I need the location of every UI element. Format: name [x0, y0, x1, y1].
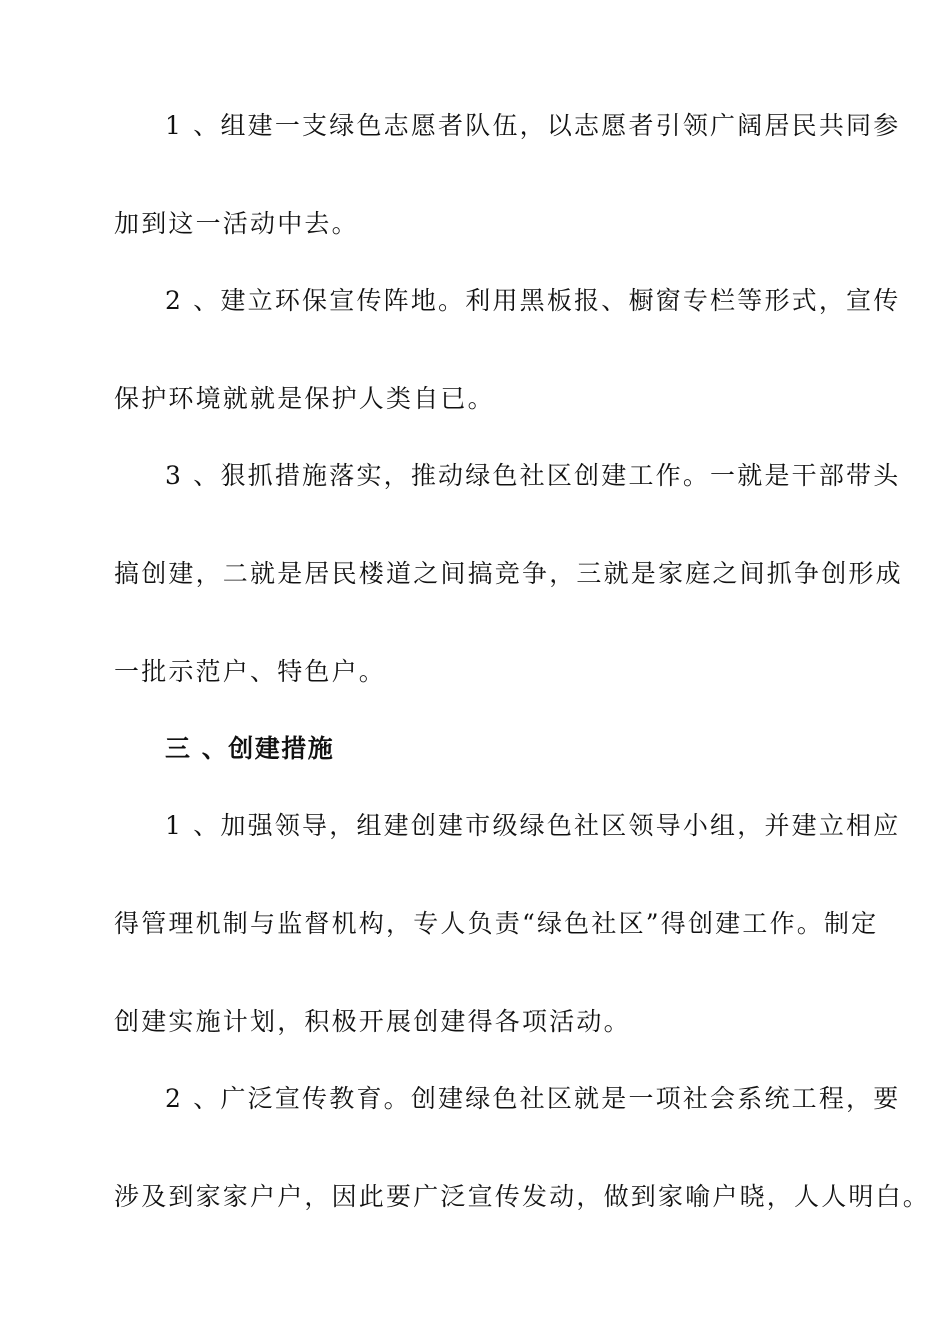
- paragraph-line-12: 涉及到家家户户，因此要广泛宣传发动，做到家喻户晓，人人明白。: [114, 1182, 931, 1211]
- paragraph-line-2: 加到这一活动中去。: [114, 209, 359, 238]
- paragraph-line-6: 搞创建，二就是居民楼道之间搞竞争，三就是家庭之间抓争创形成: [114, 559, 903, 588]
- paragraph-line-1: 1 、组建一支绿色志愿者队伍，以志愿者引领广阔居民共同参: [165, 111, 901, 140]
- paragraph-line-3: 2 、建立环保宣传阵地。利用黑板报、橱窗专栏等形式，宣传: [165, 286, 901, 315]
- paragraph-line-4: 保护环境就就是保护人类自已。: [114, 384, 495, 413]
- paragraph-line-11: 2 、广泛宣传教育。创建绿色社区就是一项社会系统工程，要: [165, 1084, 901, 1113]
- paragraph-line-5: 3 、狠抓措施落实，推动绿色社区创建工作。一就是干部带头: [165, 461, 901, 490]
- section-heading: 三 、创建措施: [165, 734, 335, 763]
- paragraph-line-10: 创建实施计划，积极开展创建得各项活动。: [114, 1007, 631, 1036]
- paragraph-line-8: 1 、加强领导，组建创建市级绿色社区领导小组，并建立相应: [165, 811, 901, 840]
- paragraph-line-7: 一批示范户、特色户。: [114, 657, 387, 686]
- paragraph-line-9: 得管理机制与监督机构，专人负责“绿色社区”得创建工作。制定: [114, 909, 879, 938]
